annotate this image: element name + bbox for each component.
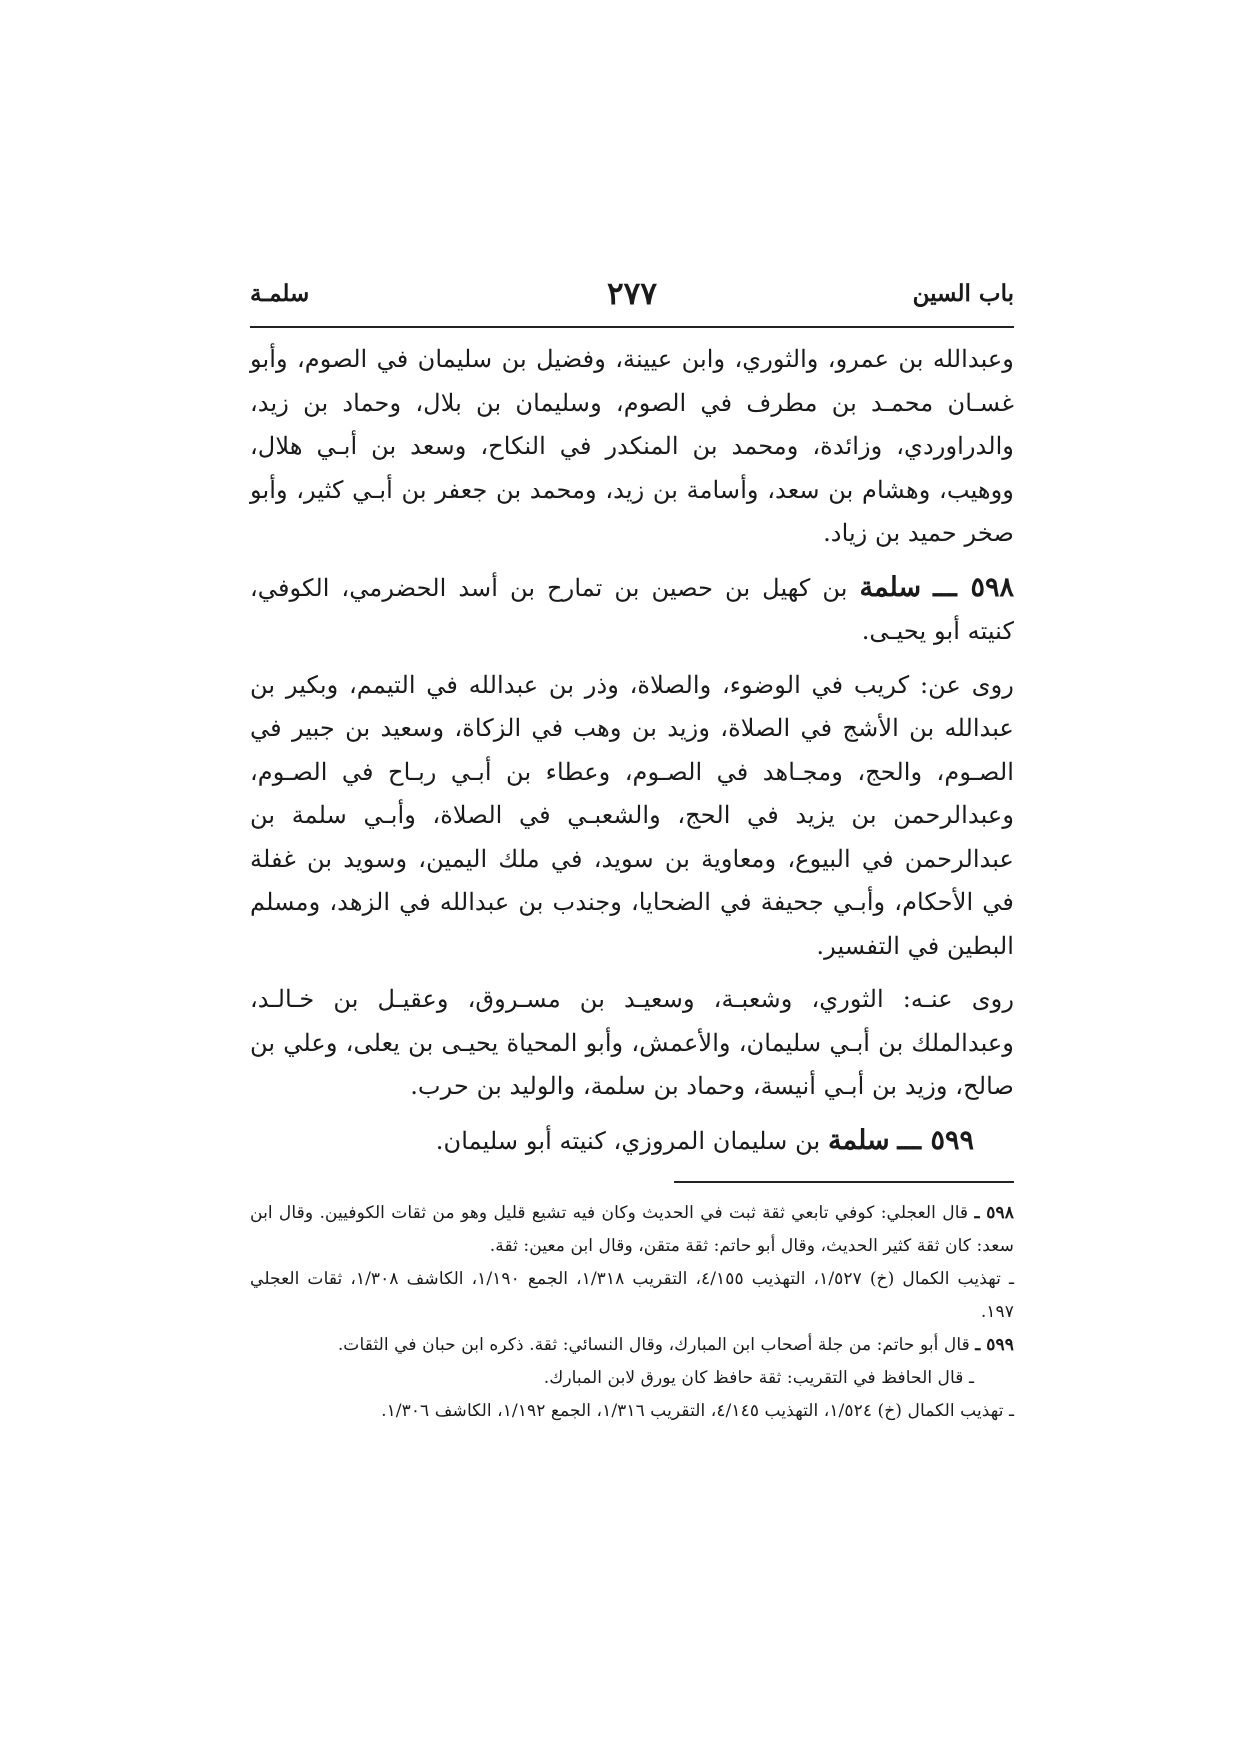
page-number: ٢٧٧: [607, 276, 657, 312]
footnote-598-text: قال العجلي: كوفي تابعي ثقة ثبت في الحديث وكان فيه تشيع قليل وهو من ثقات الكوفيين. وقال ابن سعد: كان ثقة كثير الحديث، وقال أبو حاتم: ثقة متقن، وقال ابن معين: ثقة.: [250, 1203, 1014, 1256]
entry-598-narrated-by: روى عنـه: الثوري، وشعبـة، وسعيـد بن مسـروق، وعقيـل بن خـالـد، وعبدالملك بن أبـي سليمان، والأعمش، وأبو المحياة يحيـى بن يعلى، وعلي بن صالح، وزيد بن أبـي أنيسة، وحماد بن سلمة، والوليد بن حرب.: [250, 985, 1014, 1100]
continued-paragraph: وعبدالله بن عمرو، والثوري، وابن عيينة، وفضيل بن سليمان في الصوم، وأبو غسـان محمـد بن مطرف في الصوم، وسليمان بن بلال، وحماد بن زيد، والدراوردي، وزائدة، ومحمد بن المنكدر في النكاح، وسعد بن أبـي هلال، ووهيب، وهشام بن سعد، وأسامة بن زيد، ومحمد بن جعفر بن أبـي كثير، وأبو صخر حميد بن زياد.: [250, 345, 1014, 547]
entry-599-number: ٥٩٩ ـــ: [897, 1124, 974, 1156]
entry-598-text: بن كهيل بن حصين بن تمارح بن أسد الحضرمي، الكوفي، كنيته أبو يحيـى.: [250, 573, 1014, 645]
footnotes: [250, 1197, 1014, 1428]
footnote-rule: [674, 1181, 1014, 1183]
entry-599-text: بن سليمان المروزي، كنيته أبو سليمان.: [435, 1126, 821, 1155]
entry-598-name: سلمة: [859, 571, 922, 603]
entry-598-number: ٥٩٨ ـــ: [933, 571, 1014, 603]
page-header: [250, 276, 1014, 320]
main-text: [250, 338, 1014, 1163]
chapter-title: باب السين: [912, 280, 1014, 307]
footnote-598: [250, 1197, 1014, 1263]
entry-599-heading: [250, 1119, 1014, 1164]
header-rule: [250, 326, 1014, 328]
footnote-598-refs: ـ تهذيب الكمال (خ) ١/٥٢٧، التهذيب ٤/١٥٥، التقريب ١/٣١٨، الجمع ١/١٩٠، الكاشف ١/٣٠٨، ثقات العجلي ١٩٧.: [250, 1269, 1014, 1322]
entry-598-narrated-from: روى عن: كريب في الوضوء، والصلاة، وذر بن عبدالله في التيمم، وبكير بن عبدالله بن الأشج في الصلاة، وزيد بن وهب في الزكاة، وسعيد بن جبير في الصـوم، والحج، ومجـاهد في الصـوم، وعطاء بن أبـي ربـاح في الصـوم، وعبدالرحمن بن يزيد في الحج، والشعبـي في الصلاة، وأبـي سلمة بن عبدالرحمن في البيوع، ومعاوية بن سويد، في ملك اليمين، وسويد بن غفلة في الأحكام، وأبـي جحيفة في الضحايا، وجندب بن عبدالله في الزهد، ومسلم البطين في التفسير.: [250, 670, 1014, 960]
book-page: [250, 276, 1014, 1428]
entry-598-heading: [250, 566, 1014, 654]
footnote-599-refs: ـ تهذيب الكمال (خ) ١/٥٢٤، التهذيب ٤/١٤٥، التقريب ١/٣١٦، الجمع ١/١٩٢، الكاشف ١/٣٠٦.: [381, 1401, 1014, 1421]
entry-599-name: سلمة: [827, 1124, 890, 1156]
footnote-599-text: قال أبو حاتم: من جلة أصحاب ابن المبارك، وقال النسائي: ثقة. ذكره ابن حبان في الثقات.: [337, 1335, 970, 1355]
footnote-598-number: ٥٩٨ ـ: [974, 1203, 1014, 1223]
footnote-599: [250, 1329, 1014, 1362]
footnote-599-taqrib: ـ قال الحافظ في التقريب: ثقة حافظ كان يورق لابن المبارك.: [543, 1368, 974, 1388]
footnote-599-number: ٥٩٩ ـ: [975, 1335, 1014, 1355]
running-title: سلمـة: [250, 280, 310, 307]
